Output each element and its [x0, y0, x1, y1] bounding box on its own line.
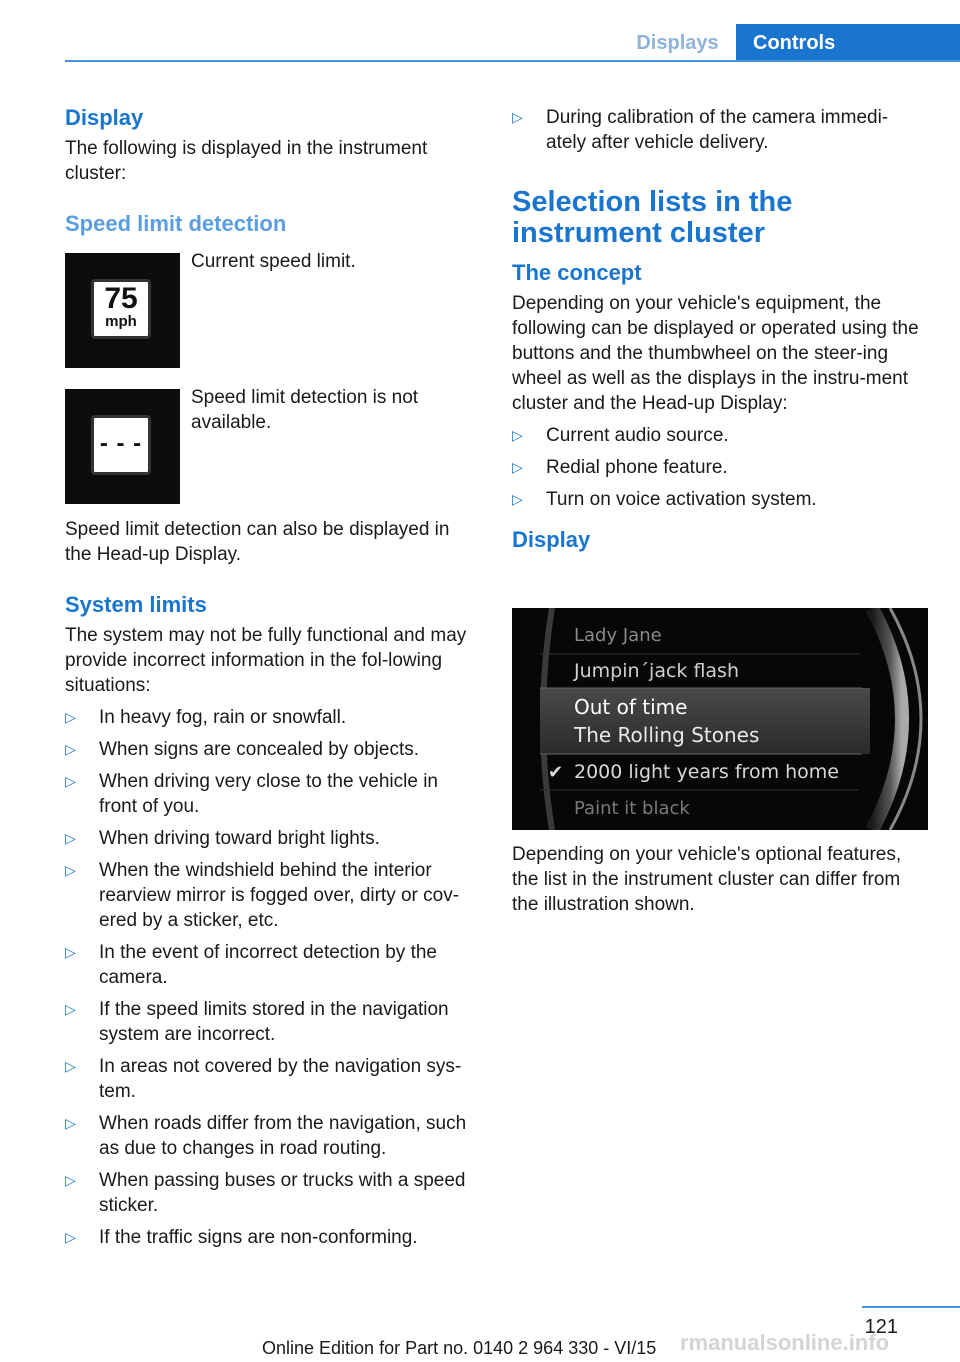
header-rule	[65, 60, 960, 62]
sign-speed-value: 75	[104, 282, 138, 315]
list-item	[65, 1111, 477, 1161]
list-item-text: When the windshield behind the interior rearview mirror is fogged over, dirty or cov‐ered by a sticker, etc.	[99, 860, 460, 931]
system-limits-section	[65, 591, 477, 1257]
left-intro	[65, 104, 475, 186]
bullet-triangle-icon: ▷	[512, 459, 523, 475]
list-item-text: If the traffic signs are non-conforming.	[99, 1227, 418, 1248]
speed-limit-sign-image	[65, 253, 180, 368]
system-limits-list	[65, 705, 477, 1250]
list-item	[65, 997, 477, 1047]
speed-limit-unavailable-image	[65, 389, 180, 504]
list-item-text: Turn on voice activation system.	[546, 489, 817, 510]
list-item	[512, 423, 928, 448]
bullet-triangle-icon: ▷	[65, 1001, 76, 1017]
list-item	[65, 705, 477, 730]
bullet-triangle-icon: ▷	[65, 944, 76, 960]
list-item	[65, 1225, 477, 1250]
bullet-triangle-icon: ▷	[65, 709, 76, 725]
list-item	[65, 826, 477, 851]
list-item	[65, 1054, 477, 1104]
page-number: 121	[864, 1316, 898, 1338]
display-text: The following is displayed in the instrument cluster:	[65, 138, 428, 184]
calibration-list	[512, 105, 928, 155]
watermark: rmanualsonline.info	[680, 1330, 890, 1355]
sign1-caption-wrap	[191, 249, 471, 274]
concept-text: Depending on your vehicle's equipment, the following can be displayed or operated using the buttons and the thumbwheel on the steer‐ing wheel as well as the displays in the instru‐ment cluster and the Head-up Display:	[512, 293, 919, 414]
bullet-triangle-icon: ▷	[512, 427, 523, 443]
unavailable-plate	[91, 415, 151, 475]
list-item	[65, 1168, 477, 1218]
checkmark-icon: ✔	[548, 762, 564, 783]
list-item	[512, 455, 928, 480]
concept-heading: The concept	[512, 260, 642, 285]
bullet-triangle-icon: ▷	[65, 1229, 76, 1245]
display-heading-right: Display	[512, 527, 591, 552]
cluster-row-3-title: Out of time	[574, 695, 688, 719]
hud-text-wrap	[65, 517, 475, 567]
list-item-text: If the speed limits stored in the navigation system are incorrect.	[99, 999, 449, 1045]
list-item-text: Redial phone feature.	[546, 457, 728, 478]
list-item-text: In heavy fog, rain or snowfall.	[99, 707, 347, 728]
bullet-triangle-icon: ▷	[65, 1172, 76, 1188]
bullet-triangle-icon: ▷	[65, 1115, 76, 1131]
optional-features-text: Depending on your vehicle's optional features, the list in the instrument cluster can differ from the illustration shown.	[512, 844, 902, 915]
edition-footer: Online Edition for Part no. 0140 2 964 330 - VI/15	[262, 1338, 657, 1358]
list-item	[512, 487, 928, 512]
bullet-triangle-icon: ▷	[65, 741, 76, 757]
hud-text: Speed limit detection can also be displayed in the Head-up Display.	[65, 519, 450, 565]
list-item	[65, 858, 477, 933]
list-item-text: When driving toward bright lights.	[99, 828, 380, 849]
calibration-item: During calibration of the camera immedi‐ately after vehicle delivery.	[546, 107, 889, 153]
list-item-text: When roads differ from the navigation, such as due to changes in road routing.	[99, 1113, 467, 1159]
concept-list	[512, 423, 928, 512]
cluster-row-1: Lady Jane	[574, 625, 662, 646]
cluster-row-5: Paint it black	[574, 798, 690, 819]
list-item-text: In the event of incorrect detection by the camera.	[99, 942, 437, 988]
sign-speed-unit: mph	[105, 313, 137, 330]
list-item-text: When signs are concealed by objects.	[99, 739, 420, 760]
bullet-triangle-icon: ▷	[65, 773, 76, 789]
list-item	[512, 105, 928, 155]
bullet-triangle-icon: ▷	[512, 109, 523, 125]
bullet-triangle-icon: ▷	[65, 1058, 76, 1074]
speed-limit-plate	[91, 279, 151, 339]
tab-displays[interactable]: Displays	[636, 32, 719, 54]
sign1-caption: Current speed limit.	[191, 251, 356, 272]
sign2-caption: Speed limit detection is not available.	[191, 387, 419, 433]
bullet-triangle-icon: ▷	[65, 830, 76, 846]
footer-rule	[862, 1306, 960, 1308]
right-column	[512, 105, 928, 554]
list-item	[65, 940, 477, 990]
instrument-cluster-image	[512, 608, 928, 830]
list-item	[65, 737, 477, 762]
sign-unavailable-symbol: - - -	[99, 430, 143, 457]
sign2-caption-wrap	[191, 385, 471, 435]
list-item-text: When passing buses or trucks with a speed sticker.	[99, 1170, 466, 1216]
system-limits-heading: System limits	[65, 592, 207, 617]
display-heading: Display	[65, 105, 144, 130]
list-item-text: When driving very close to the vehicle in front of you.	[99, 771, 438, 817]
cluster-row-3-artist: The Rolling Stones	[574, 723, 760, 747]
selection-lists-heading: Selection lists in the instrument cluster	[512, 186, 793, 249]
list-item-text: In areas not covered by the navigation sys‐tem.	[99, 1056, 462, 1102]
system-limits-text: The system may not be fully functional and may provide incorrect information in the fol‐lowing situations:	[65, 625, 467, 696]
cluster-graphic	[512, 608, 928, 830]
bullet-triangle-icon: ▷	[512, 491, 523, 507]
list-item	[65, 769, 477, 819]
speed-heading-wrap	[65, 210, 475, 238]
cluster-row-4: 2000 light years from home	[574, 761, 839, 783]
optional-text-wrap	[512, 842, 928, 917]
speed-limit-heading: Speed limit detection	[65, 211, 287, 236]
list-item-text: Current audio source.	[546, 425, 729, 446]
tab-controls[interactable]: Controls	[736, 24, 960, 62]
bullet-triangle-icon: ▷	[65, 862, 76, 878]
cluster-row-2: Jumpin´jack flash	[574, 660, 739, 682]
